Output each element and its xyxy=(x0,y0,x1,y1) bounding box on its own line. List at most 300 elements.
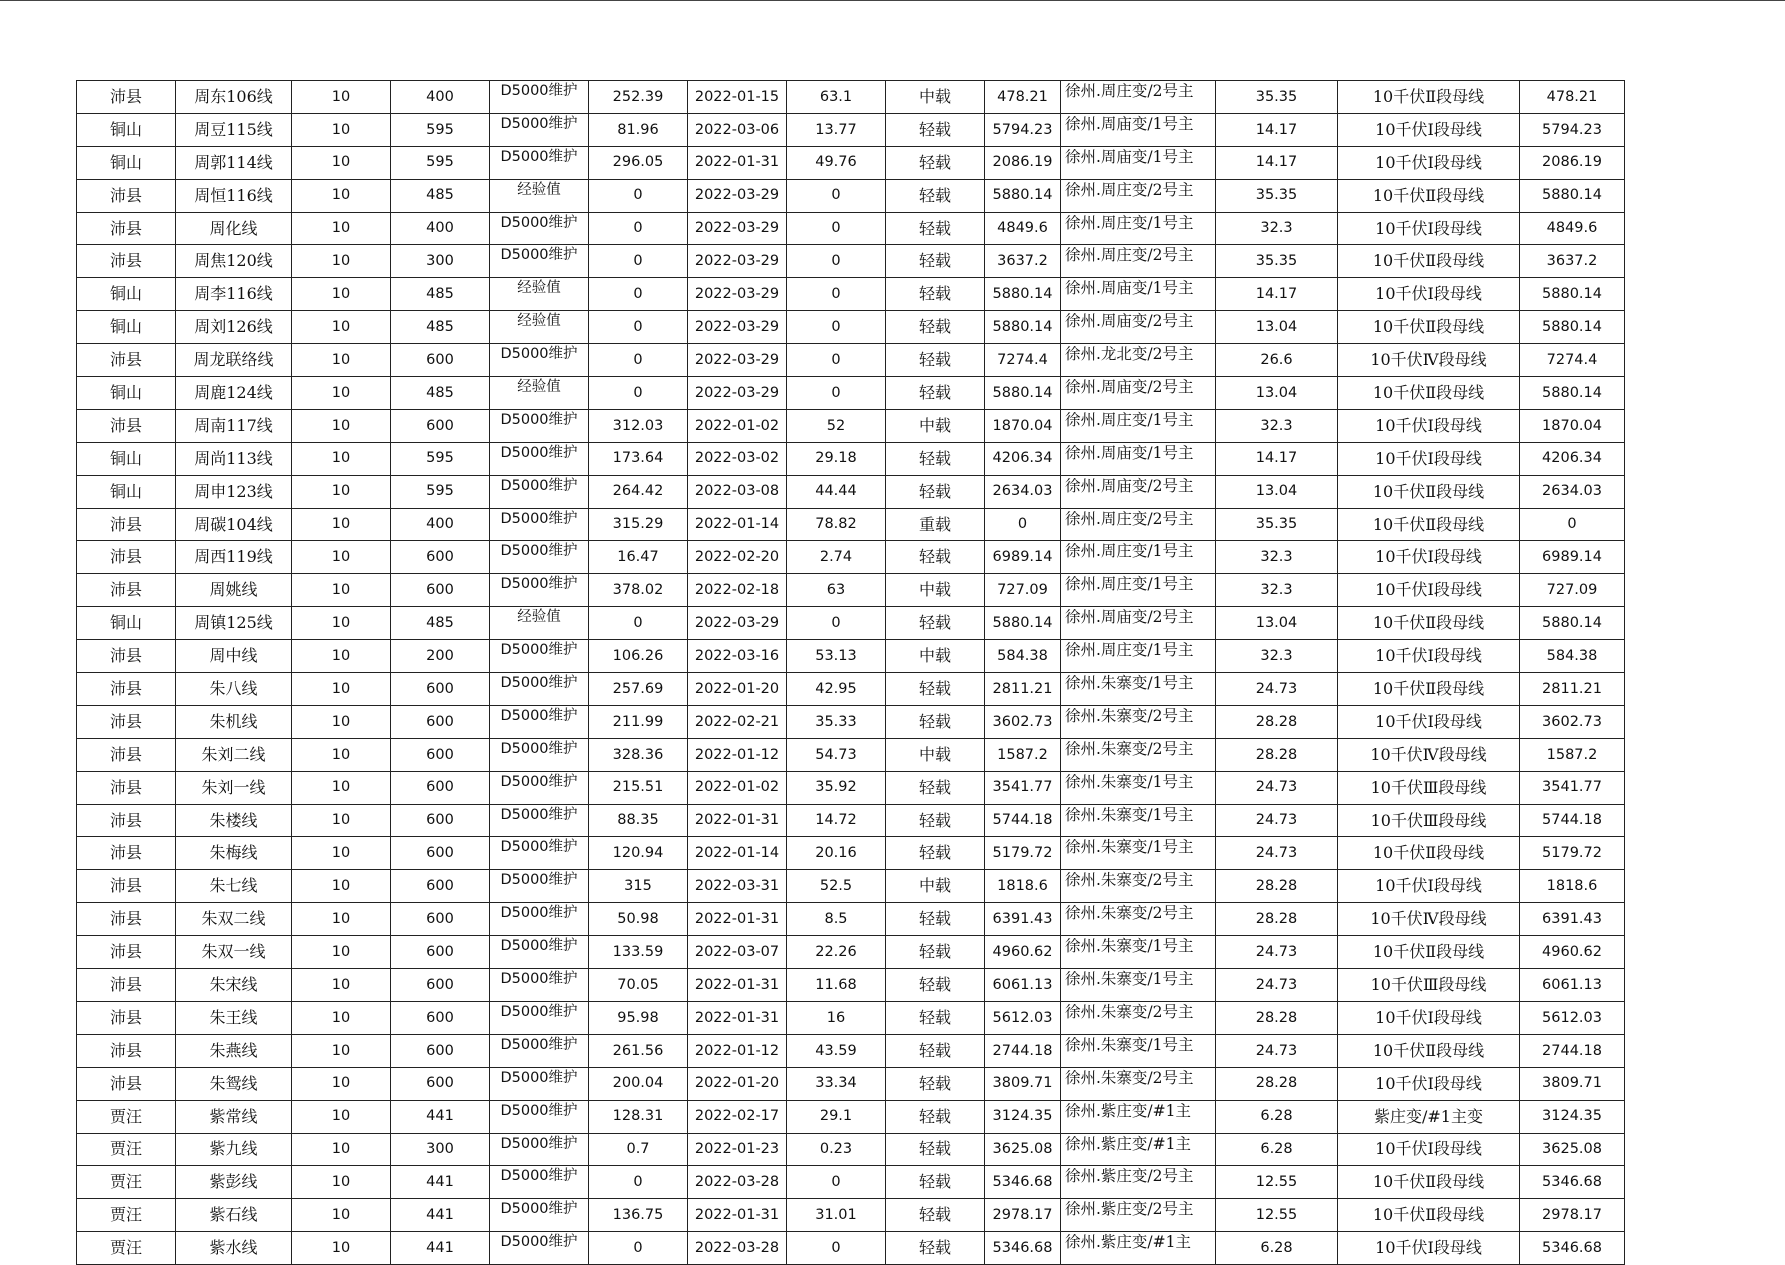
cell-capacity: 600 xyxy=(391,344,490,377)
cell-date: 2022-01-31 xyxy=(688,1001,787,1034)
cell-transformer-load-rate: 6.28 xyxy=(1216,1232,1338,1265)
cell-capacity-value: 5880.14 xyxy=(1520,311,1625,344)
cell-capacity-value: 6989.14 xyxy=(1520,541,1625,574)
cell-capacity: 600 xyxy=(391,936,490,969)
cell-source-type: D5000维护 xyxy=(490,804,589,837)
cell-substation-transformer: 徐州.周庄变/2号主 xyxy=(1061,179,1216,212)
cell-bus-section: 10千伏Ⅰ段母线 xyxy=(1338,1232,1520,1265)
cell-substation-transformer: 徐州.朱寨变/1号主 xyxy=(1061,837,1216,870)
table-row xyxy=(77,113,1625,146)
cell-load-status: 轻载 xyxy=(886,1100,985,1133)
cell-substation-transformer: 徐州.周庙变/2号主 xyxy=(1061,311,1216,344)
cell-source-type: D5000维护 xyxy=(490,1232,589,1265)
cell-load-rate: 42.95 xyxy=(787,673,886,706)
cell-capacity: 485 xyxy=(391,278,490,311)
cell-load-status: 中载 xyxy=(886,738,985,771)
cell-capacity-value: 5179.72 xyxy=(1520,837,1625,870)
cell-line-name: 朱机线 xyxy=(176,705,292,738)
cell-transformer-load-rate: 28.28 xyxy=(1216,1001,1338,1034)
cell-bus-section: 10千伏Ⅲ段母线 xyxy=(1338,969,1520,1002)
cell-line-name: 周焦120线 xyxy=(176,245,292,278)
cell-bus-section: 10千伏Ⅱ段母线 xyxy=(1338,81,1520,114)
cell-substation-transformer: 徐州.朱寨变/1号主 xyxy=(1061,673,1216,706)
cell-source-type: D5000维护 xyxy=(490,673,589,706)
cell-date: 2022-03-16 xyxy=(688,640,787,673)
cell-substation-transformer: 徐州.朱寨变/2号主 xyxy=(1061,738,1216,771)
cell-line-name: 紫彭线 xyxy=(176,1166,292,1199)
cell-available-capacity: 6061.13 xyxy=(985,969,1061,1002)
cell-county: 铜山 xyxy=(77,146,176,179)
table-row xyxy=(77,409,1625,442)
cell-date: 2022-02-18 xyxy=(688,574,787,607)
cell-capacity-value: 3809.71 xyxy=(1520,1067,1625,1100)
cell-date: 2022-03-28 xyxy=(688,1166,787,1199)
cell-bus-section: 10千伏Ⅰ段母线 xyxy=(1338,640,1520,673)
cell-capacity-value: 2086.19 xyxy=(1520,146,1625,179)
cell-line-name: 周姚线 xyxy=(176,574,292,607)
cell-load-rate: 31.01 xyxy=(787,1199,886,1232)
cell-load-status: 中载 xyxy=(886,640,985,673)
cell-capacity: 600 xyxy=(391,738,490,771)
cell-voltage: 10 xyxy=(292,1133,391,1166)
cell-load-current: 215.51 xyxy=(589,771,688,804)
cell-line-name: 周豆115线 xyxy=(176,113,292,146)
table-row xyxy=(77,179,1625,212)
table-row xyxy=(77,1199,1625,1232)
cell-source-type: D5000维护 xyxy=(490,870,589,903)
cell-bus-section: 10千伏Ⅱ段母线 xyxy=(1338,607,1520,640)
cell-available-capacity: 5794.23 xyxy=(985,113,1061,146)
cell-source-type: D5000维护 xyxy=(490,903,589,936)
cell-bus-section: 10千伏Ⅰ段母线 xyxy=(1338,146,1520,179)
cell-transformer-load-rate: 35.35 xyxy=(1216,81,1338,114)
cell-county: 铜山 xyxy=(77,278,176,311)
cell-substation-transformer: 徐州.龙北变/2号主 xyxy=(1061,344,1216,377)
cell-capacity: 600 xyxy=(391,837,490,870)
cell-load-status: 轻载 xyxy=(886,607,985,640)
cell-capacity: 600 xyxy=(391,541,490,574)
cell-load-current: 128.31 xyxy=(589,1100,688,1133)
cell-line-name: 朱双一线 xyxy=(176,936,292,969)
cell-capacity-value: 0 xyxy=(1520,508,1625,541)
table-row xyxy=(77,1067,1625,1100)
cell-load-rate: 14.72 xyxy=(787,804,886,837)
cell-load-status: 轻载 xyxy=(886,344,985,377)
table-row xyxy=(77,837,1625,870)
cell-bus-section: 10千伏Ⅲ段母线 xyxy=(1338,804,1520,837)
cell-load-status: 轻载 xyxy=(886,837,985,870)
cell-date: 2022-03-29 xyxy=(688,278,787,311)
table-row xyxy=(77,344,1625,377)
cell-line-name: 周龙联络线 xyxy=(176,344,292,377)
cell-county: 沛县 xyxy=(77,1001,176,1034)
cell-voltage: 10 xyxy=(292,705,391,738)
cell-load-rate: 0 xyxy=(787,311,886,344)
cell-voltage: 10 xyxy=(292,541,391,574)
cell-transformer-load-rate: 35.35 xyxy=(1216,508,1338,541)
cell-capacity: 485 xyxy=(391,179,490,212)
cell-load-rate: 49.76 xyxy=(787,146,886,179)
cell-source-type: 经验值 xyxy=(490,278,589,311)
cell-load-current: 0 xyxy=(589,311,688,344)
table-row xyxy=(77,969,1625,1002)
cell-load-current: 257.69 xyxy=(589,673,688,706)
cell-load-current: 120.94 xyxy=(589,837,688,870)
cell-bus-section: 10千伏Ⅱ段母线 xyxy=(1338,377,1520,410)
cell-source-type: D5000维护 xyxy=(490,409,589,442)
cell-load-current: 0 xyxy=(589,344,688,377)
cell-load-current: 0 xyxy=(589,212,688,245)
cell-capacity: 600 xyxy=(391,673,490,706)
cell-load-current: 0 xyxy=(589,607,688,640)
cell-county: 沛县 xyxy=(77,870,176,903)
cell-available-capacity: 2811.21 xyxy=(985,673,1061,706)
cell-bus-section: 10千伏Ⅱ段母线 xyxy=(1338,1199,1520,1232)
cell-capacity: 595 xyxy=(391,475,490,508)
cell-available-capacity: 1818.6 xyxy=(985,870,1061,903)
cell-bus-section: 10千伏Ⅰ段母线 xyxy=(1338,541,1520,574)
data-table xyxy=(76,80,1625,1265)
cell-voltage: 10 xyxy=(292,1232,391,1265)
cell-county: 沛县 xyxy=(77,245,176,278)
cell-bus-section: 10千伏Ⅰ段母线 xyxy=(1338,409,1520,442)
cell-line-name: 周化线 xyxy=(176,212,292,245)
cell-voltage: 10 xyxy=(292,377,391,410)
cell-bus-section: 10千伏Ⅱ段母线 xyxy=(1338,936,1520,969)
cell-date: 2022-03-31 xyxy=(688,870,787,903)
cell-available-capacity: 5744.18 xyxy=(985,804,1061,837)
table-row xyxy=(77,574,1625,607)
cell-voltage: 10 xyxy=(292,442,391,475)
cell-load-status: 轻载 xyxy=(886,1232,985,1265)
cell-available-capacity: 478.21 xyxy=(985,81,1061,114)
cell-substation-transformer: 徐州.朱寨变/1号主 xyxy=(1061,936,1216,969)
cell-load-status: 轻载 xyxy=(886,1001,985,1034)
cell-county: 沛县 xyxy=(77,212,176,245)
cell-transformer-load-rate: 14.17 xyxy=(1216,146,1338,179)
cell-date: 2022-01-02 xyxy=(688,771,787,804)
cell-voltage: 10 xyxy=(292,673,391,706)
cell-line-name: 周镇125线 xyxy=(176,607,292,640)
cell-load-current: 70.05 xyxy=(589,969,688,1002)
cell-voltage: 10 xyxy=(292,574,391,607)
cell-transformer-load-rate: 24.73 xyxy=(1216,936,1338,969)
cell-bus-section: 10千伏Ⅰ段母线 xyxy=(1338,113,1520,146)
cell-date: 2022-01-20 xyxy=(688,673,787,706)
cell-load-current: 95.98 xyxy=(589,1001,688,1034)
cell-bus-section: 10千伏Ⅱ段母线 xyxy=(1338,245,1520,278)
cell-load-rate: 0.23 xyxy=(787,1133,886,1166)
cell-load-current: 0 xyxy=(589,377,688,410)
cell-county: 沛县 xyxy=(77,508,176,541)
cell-load-current: 315.29 xyxy=(589,508,688,541)
cell-substation-transformer: 徐州.紫庄变/2号主 xyxy=(1061,1166,1216,1199)
cell-bus-section: 紫庄变/#1主变 xyxy=(1338,1100,1520,1133)
cell-date: 2022-01-02 xyxy=(688,409,787,442)
cell-date: 2022-02-17 xyxy=(688,1100,787,1133)
cell-county: 沛县 xyxy=(77,409,176,442)
cell-available-capacity: 5880.14 xyxy=(985,311,1061,344)
cell-voltage: 10 xyxy=(292,1166,391,1199)
cell-substation-transformer: 徐州.朱寨变/2号主 xyxy=(1061,870,1216,903)
cell-transformer-load-rate: 32.3 xyxy=(1216,541,1338,574)
cell-line-name: 紫九线 xyxy=(176,1133,292,1166)
cell-load-current: 378.02 xyxy=(589,574,688,607)
cell-capacity: 300 xyxy=(391,1133,490,1166)
cell-load-current: 88.35 xyxy=(589,804,688,837)
cell-capacity-value: 6061.13 xyxy=(1520,969,1625,1002)
cell-county: 沛县 xyxy=(77,1034,176,1067)
cell-capacity: 600 xyxy=(391,705,490,738)
cell-bus-section: 10千伏Ⅰ段母线 xyxy=(1338,574,1520,607)
cell-load-status: 轻载 xyxy=(886,705,985,738)
cell-substation-transformer: 徐州.朱寨变/2号主 xyxy=(1061,705,1216,738)
cell-capacity: 595 xyxy=(391,113,490,146)
cell-capacity: 600 xyxy=(391,870,490,903)
cell-load-status: 轻载 xyxy=(886,1166,985,1199)
cell-voltage: 10 xyxy=(292,903,391,936)
cell-load-current: 16.47 xyxy=(589,541,688,574)
cell-load-rate: 8.5 xyxy=(787,903,886,936)
cell-available-capacity: 3124.35 xyxy=(985,1100,1061,1133)
cell-line-name: 朱八线 xyxy=(176,673,292,706)
cell-bus-section: 10千伏Ⅱ段母线 xyxy=(1338,837,1520,870)
cell-bus-section: 10千伏Ⅲ段母线 xyxy=(1338,771,1520,804)
cell-load-rate: 20.16 xyxy=(787,837,886,870)
table-row xyxy=(77,278,1625,311)
cell-line-name: 朱刘二线 xyxy=(176,738,292,771)
cell-bus-section: 10千伏Ⅳ段母线 xyxy=(1338,344,1520,377)
cell-load-status: 轻载 xyxy=(886,146,985,179)
cell-date: 2022-01-14 xyxy=(688,508,787,541)
cell-voltage: 10 xyxy=(292,969,391,1002)
table-row xyxy=(77,1133,1625,1166)
cell-capacity: 600 xyxy=(391,903,490,936)
cell-load-status: 轻载 xyxy=(886,179,985,212)
cell-transformer-load-rate: 28.28 xyxy=(1216,870,1338,903)
cell-line-name: 周申123线 xyxy=(176,475,292,508)
cell-load-status: 轻载 xyxy=(886,1067,985,1100)
table-row xyxy=(77,212,1625,245)
cell-capacity-value: 478.21 xyxy=(1520,81,1625,114)
cell-capacity-value: 584.38 xyxy=(1520,640,1625,673)
cell-capacity-value: 7274.4 xyxy=(1520,344,1625,377)
cell-available-capacity: 5880.14 xyxy=(985,179,1061,212)
cell-load-status: 轻载 xyxy=(886,212,985,245)
cell-date: 2022-03-29 xyxy=(688,607,787,640)
cell-capacity-value: 3124.35 xyxy=(1520,1100,1625,1133)
cell-load-rate: 54.73 xyxy=(787,738,886,771)
cell-line-name: 周郭114线 xyxy=(176,146,292,179)
table-row xyxy=(77,640,1625,673)
cell-bus-section: 10千伏Ⅰ段母线 xyxy=(1338,705,1520,738)
cell-load-rate: 0 xyxy=(787,179,886,212)
cell-source-type: D5000维护 xyxy=(490,1133,589,1166)
cell-line-name: 周南117线 xyxy=(176,409,292,442)
cell-capacity-value: 4960.62 xyxy=(1520,936,1625,969)
cell-load-current: 264.42 xyxy=(589,475,688,508)
cell-substation-transformer: 徐州.周庄变/2号主 xyxy=(1061,81,1216,114)
cell-county: 沛县 xyxy=(77,705,176,738)
cell-capacity-value: 2744.18 xyxy=(1520,1034,1625,1067)
cell-date: 2022-01-31 xyxy=(688,146,787,179)
cell-transformer-load-rate: 32.3 xyxy=(1216,574,1338,607)
cell-load-status: 轻载 xyxy=(886,1133,985,1166)
cell-capacity-value: 5744.18 xyxy=(1520,804,1625,837)
cell-capacity: 485 xyxy=(391,377,490,410)
cell-date: 2022-01-12 xyxy=(688,1034,787,1067)
cell-load-status: 轻载 xyxy=(886,936,985,969)
cell-county: 沛县 xyxy=(77,804,176,837)
cell-source-type: D5000维护 xyxy=(490,738,589,771)
cell-load-status: 轻载 xyxy=(886,1034,985,1067)
cell-load-status: 轻载 xyxy=(886,771,985,804)
cell-line-name: 朱刘一线 xyxy=(176,771,292,804)
cell-line-name: 朱梅线 xyxy=(176,837,292,870)
cell-voltage: 10 xyxy=(292,607,391,640)
cell-load-rate: 35.33 xyxy=(787,705,886,738)
cell-source-type: D5000维护 xyxy=(490,245,589,278)
cell-source-type: D5000维护 xyxy=(490,969,589,1002)
cell-county: 贾汪 xyxy=(77,1199,176,1232)
cell-capacity-value: 5346.68 xyxy=(1520,1166,1625,1199)
cell-line-name: 周刘126线 xyxy=(176,311,292,344)
cell-capacity-value: 4849.6 xyxy=(1520,212,1625,245)
cell-capacity-value: 5346.68 xyxy=(1520,1232,1625,1265)
cell-bus-section: 10千伏Ⅱ段母线 xyxy=(1338,311,1520,344)
cell-source-type: D5000维护 xyxy=(490,1199,589,1232)
table-row xyxy=(77,607,1625,640)
cell-load-status: 轻载 xyxy=(886,903,985,936)
cell-available-capacity: 5880.14 xyxy=(985,278,1061,311)
table-row xyxy=(77,1001,1625,1034)
cell-substation-transformer: 徐州.周庙变/2号主 xyxy=(1061,377,1216,410)
cell-county: 沛县 xyxy=(77,640,176,673)
cell-line-name: 紫水线 xyxy=(176,1232,292,1265)
cell-transformer-load-rate: 32.3 xyxy=(1216,212,1338,245)
cell-date: 2022-03-29 xyxy=(688,344,787,377)
cell-source-type: D5000维护 xyxy=(490,837,589,870)
cell-transformer-load-rate: 24.73 xyxy=(1216,969,1338,1002)
cell-available-capacity: 4206.34 xyxy=(985,442,1061,475)
cell-county: 沛县 xyxy=(77,771,176,804)
cell-load-current: 296.05 xyxy=(589,146,688,179)
cell-load-rate: 0 xyxy=(787,1232,886,1265)
cell-transformer-load-rate: 28.28 xyxy=(1216,705,1338,738)
cell-load-current: 252.39 xyxy=(589,81,688,114)
cell-load-status: 轻载 xyxy=(886,804,985,837)
cell-capacity-value: 1818.6 xyxy=(1520,870,1625,903)
cell-load-rate: 0 xyxy=(787,607,886,640)
cell-available-capacity: 6391.43 xyxy=(985,903,1061,936)
cell-load-rate: 29.1 xyxy=(787,1100,886,1133)
cell-load-current: 0 xyxy=(589,179,688,212)
cell-voltage: 10 xyxy=(292,936,391,969)
cell-capacity: 600 xyxy=(391,1034,490,1067)
cell-date: 2022-03-29 xyxy=(688,377,787,410)
cell-voltage: 10 xyxy=(292,1100,391,1133)
cell-capacity: 300 xyxy=(391,245,490,278)
cell-substation-transformer: 徐州.朱寨变/2号主 xyxy=(1061,1001,1216,1034)
cell-available-capacity: 3625.08 xyxy=(985,1133,1061,1166)
cell-voltage: 10 xyxy=(292,146,391,179)
cell-capacity: 400 xyxy=(391,508,490,541)
cell-bus-section: 10千伏Ⅰ段母线 xyxy=(1338,278,1520,311)
cell-available-capacity: 5179.72 xyxy=(985,837,1061,870)
cell-transformer-load-rate: 24.73 xyxy=(1216,673,1338,706)
table-row xyxy=(77,771,1625,804)
cell-date: 2022-02-20 xyxy=(688,541,787,574)
cell-voltage: 10 xyxy=(292,245,391,278)
cell-load-current: 0 xyxy=(589,245,688,278)
cell-capacity-value: 3625.08 xyxy=(1520,1133,1625,1166)
cell-capacity-value: 1870.04 xyxy=(1520,409,1625,442)
cell-voltage: 10 xyxy=(292,837,391,870)
cell-available-capacity: 3809.71 xyxy=(985,1067,1061,1100)
cell-county: 贾汪 xyxy=(77,1166,176,1199)
cell-capacity: 600 xyxy=(391,771,490,804)
cell-substation-transformer: 徐州.朱寨变/1号主 xyxy=(1061,1034,1216,1067)
cell-source-type: D5000维护 xyxy=(490,574,589,607)
cell-county: 沛县 xyxy=(77,574,176,607)
cell-county: 贾汪 xyxy=(77,1100,176,1133)
cell-load-rate: 0 xyxy=(787,1166,886,1199)
cell-voltage: 10 xyxy=(292,409,391,442)
cell-transformer-load-rate: 28.28 xyxy=(1216,1067,1338,1100)
cell-capacity: 441 xyxy=(391,1166,490,1199)
cell-load-status: 重载 xyxy=(886,508,985,541)
cell-capacity-value: 2634.03 xyxy=(1520,475,1625,508)
table-row xyxy=(77,377,1625,410)
cell-source-type: D5000维护 xyxy=(490,705,589,738)
cell-load-current: 0 xyxy=(589,1232,688,1265)
cell-load-rate: 0 xyxy=(787,344,886,377)
table-row xyxy=(77,738,1625,771)
cell-transformer-load-rate: 13.04 xyxy=(1216,311,1338,344)
cell-substation-transformer: 徐州.紫庄变/#1主 xyxy=(1061,1133,1216,1166)
cell-county: 铜山 xyxy=(77,442,176,475)
cell-available-capacity: 2978.17 xyxy=(985,1199,1061,1232)
cell-load-current: 133.59 xyxy=(589,936,688,969)
cell-substation-transformer: 徐州.紫庄变/#1主 xyxy=(1061,1232,1216,1265)
cell-substation-transformer: 徐州.朱寨变/2号主 xyxy=(1061,903,1216,936)
cell-capacity: 600 xyxy=(391,1001,490,1034)
table-row xyxy=(77,705,1625,738)
cell-load-rate: 29.18 xyxy=(787,442,886,475)
cell-load-rate: 52.5 xyxy=(787,870,886,903)
cell-available-capacity: 5346.68 xyxy=(985,1232,1061,1265)
cell-available-capacity: 4849.6 xyxy=(985,212,1061,245)
cell-capacity: 441 xyxy=(391,1100,490,1133)
cell-capacity: 485 xyxy=(391,311,490,344)
cell-load-status: 轻载 xyxy=(886,1199,985,1232)
cell-capacity: 600 xyxy=(391,574,490,607)
cell-transformer-load-rate: 6.28 xyxy=(1216,1100,1338,1133)
cell-load-rate: 78.82 xyxy=(787,508,886,541)
cell-county: 铜山 xyxy=(77,113,176,146)
table-row xyxy=(77,81,1625,114)
cell-load-status: 中载 xyxy=(886,81,985,114)
cell-available-capacity: 5880.14 xyxy=(985,607,1061,640)
cell-line-name: 周恒116线 xyxy=(176,179,292,212)
table-row xyxy=(77,442,1625,475)
cell-load-status: 轻载 xyxy=(886,673,985,706)
cell-load-rate: 35.92 xyxy=(787,771,886,804)
cell-load-current: 200.04 xyxy=(589,1067,688,1100)
cell-county: 铜山 xyxy=(77,607,176,640)
cell-county: 沛县 xyxy=(77,179,176,212)
cell-transformer-load-rate: 24.73 xyxy=(1216,1034,1338,1067)
